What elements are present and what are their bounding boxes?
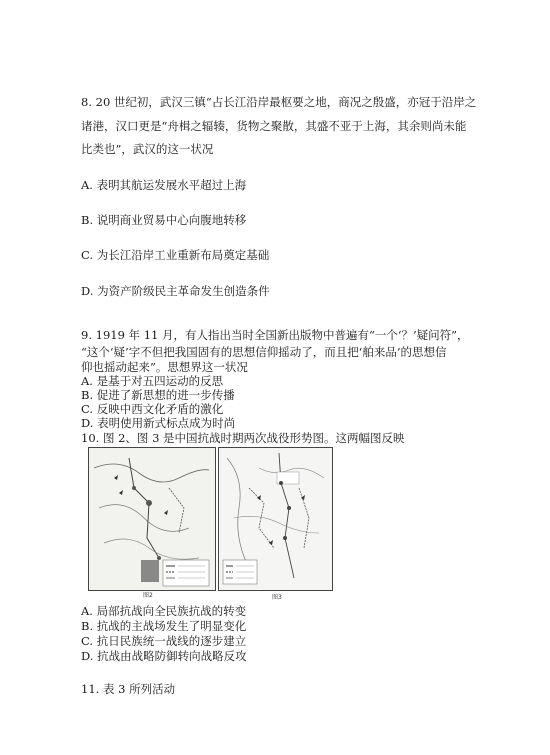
q9-stem-line-2: “这个‘疑’字不但把我国固有的思想信仰摇动了，而且把‘舶来品’的思想信 <box>81 345 447 359</box>
q9-stem-line-1: 9. 1919 年 11 月，有人指出当时全国新出版物中普遍有“一个‘？’疑问符”， <box>81 328 469 342</box>
q10-stem-line-1: 10. 图 2、图 3 是中国抗战时期两次战役形势图。这两幅图反映 <box>81 431 405 445</box>
q8-option-b: B. 说明商业贸易中心向腹地转移 <box>81 213 247 227</box>
q10-option-a: A. 局部抗战向全民族抗战的转变 <box>81 604 247 618</box>
figure-2-map-drawing <box>89 448 215 590</box>
q11-stem-line-1: 11. 表 3 所列活动 <box>81 682 176 696</box>
q8-option-a: A. 表明其航运发展水平超过上海 <box>81 178 247 192</box>
q8-option-c: C. 为长江沿岸工业重新布局奠定基础 <box>81 248 270 262</box>
q10-option-d: D. 抗战由战略防御转向战略反攻 <box>81 649 247 663</box>
figure-2-caption: 图2 <box>143 592 153 599</box>
q9-option-a: A. 是基于对五四运动的反思 <box>81 374 224 388</box>
q8-stem-line-1: 8. 20 世纪初，武汉三镇“占长江沿岸最枢要之地，商况之殷盛，亦冠于沿岸之 <box>81 95 477 109</box>
q9-option-c: C. 反映中西文化矛盾的激化 <box>81 402 224 416</box>
q8-stem-line-3: 比类也”，武汉的这一状况 <box>81 142 214 156</box>
q9-stem-line-3: 仰也摇动起来”。思想界这一状况 <box>81 360 248 374</box>
q8-stem-line-2: 诸港，汉口更是“舟楫之辐辏，货物之聚散，其盛不亚于上海，其余则尚未能 <box>81 119 467 133</box>
figure-3-caption: 图3 <box>272 594 282 601</box>
figure-2-map <box>88 447 216 591</box>
q9-option-b: B. 促进了新思想的进一步传播 <box>81 388 235 402</box>
figure-3-map-drawing <box>219 448 332 590</box>
q9-option-d: D. 表明使用新式标点成为时尚 <box>81 416 236 430</box>
q10-option-c: C. 抗日民族统一战线的逐步建立 <box>81 634 247 648</box>
figure-3-map <box>218 447 333 591</box>
q10-option-b: B. 抗战的主战场发生了明显变化 <box>81 619 247 633</box>
q8-option-d: D. 为资产阶级民主革命发生创造条件 <box>81 284 270 298</box>
